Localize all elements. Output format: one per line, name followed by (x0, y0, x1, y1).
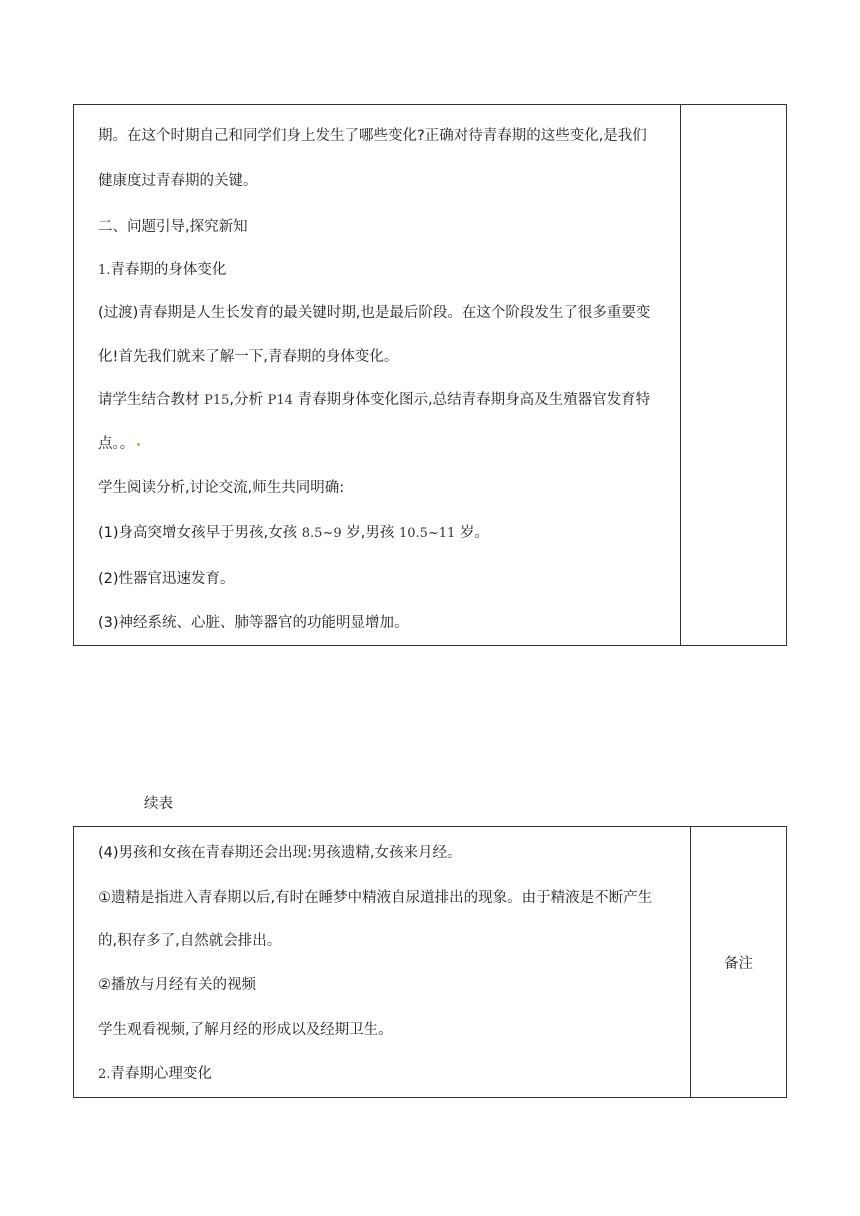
annotation-mark (137, 443, 140, 446)
text-line: 点。。 (98, 435, 140, 453)
heading-number: 1. (98, 263, 111, 278)
text-line: 期。在这个时期自己和同学们身上发生了哪些变化?正确对待青春期的这些变化,是我们 (98, 128, 647, 144)
text-line: ②播放与月经有关的视频 (98, 977, 256, 993)
table-caption: 续表 (144, 796, 173, 812)
text-line: 学生观看视频,了解月经的形成以及经期卫生。 (98, 1022, 393, 1038)
subsection-heading (98, 1065, 212, 1084)
text-line: (2)性器官迅速发育。 (98, 571, 235, 587)
text-line: 学生阅读分析,讨论交流,师生共同明确: (98, 480, 345, 496)
side-note-label: 备注 (724, 956, 753, 972)
lesson-table-1 (73, 104, 787, 646)
text-line: 化!首先我们就来了解一下,青春期的身体变化。 (98, 349, 399, 365)
notes-cell (681, 105, 786, 645)
lesson-table-2 (73, 826, 787, 1098)
text-line: 的,积存多了,自然就会排出。 (98, 933, 282, 949)
heading-text: 青春期心理变化 (110, 1066, 212, 1082)
text-line: (过渡)青春期是人生长发育的最关键时期,也是最后阶段。在这个阶段发生了很多重要变 (98, 305, 651, 321)
section-heading: 二、问题引导,探究新知 (98, 219, 248, 235)
text-line: ①遗精是指进入青春期以后,有时在睡梦中精液自尿道排出的现象。由于精液是不断产生 (98, 890, 653, 906)
text-line: 请学生结合教材 P15,分析 P14 青春期身体变化图示,总结青春期身高及生殖器官发育特 (98, 392, 651, 408)
content-cell (74, 105, 681, 645)
heading-number: 2. (98, 1067, 111, 1082)
text-line: (3)神经系统、心脏、肺等器官的功能明显增加。 (98, 615, 409, 631)
text-line: (4)男孩和女孩在青春期还会出现:男孩遗精,女孩来月经。 (98, 845, 462, 861)
notes-cell (691, 827, 786, 1097)
text-line: (1)身高突增女孩早于男孩,女孩 8.5~9 岁,男孩 10.5~11 岁。 (98, 525, 489, 541)
text-line: 健康度过青春期的关键。 (98, 173, 258, 189)
subsection-heading (98, 261, 226, 280)
heading-text: 青春期的身体变化 (110, 262, 227, 278)
content-cell (74, 827, 691, 1097)
